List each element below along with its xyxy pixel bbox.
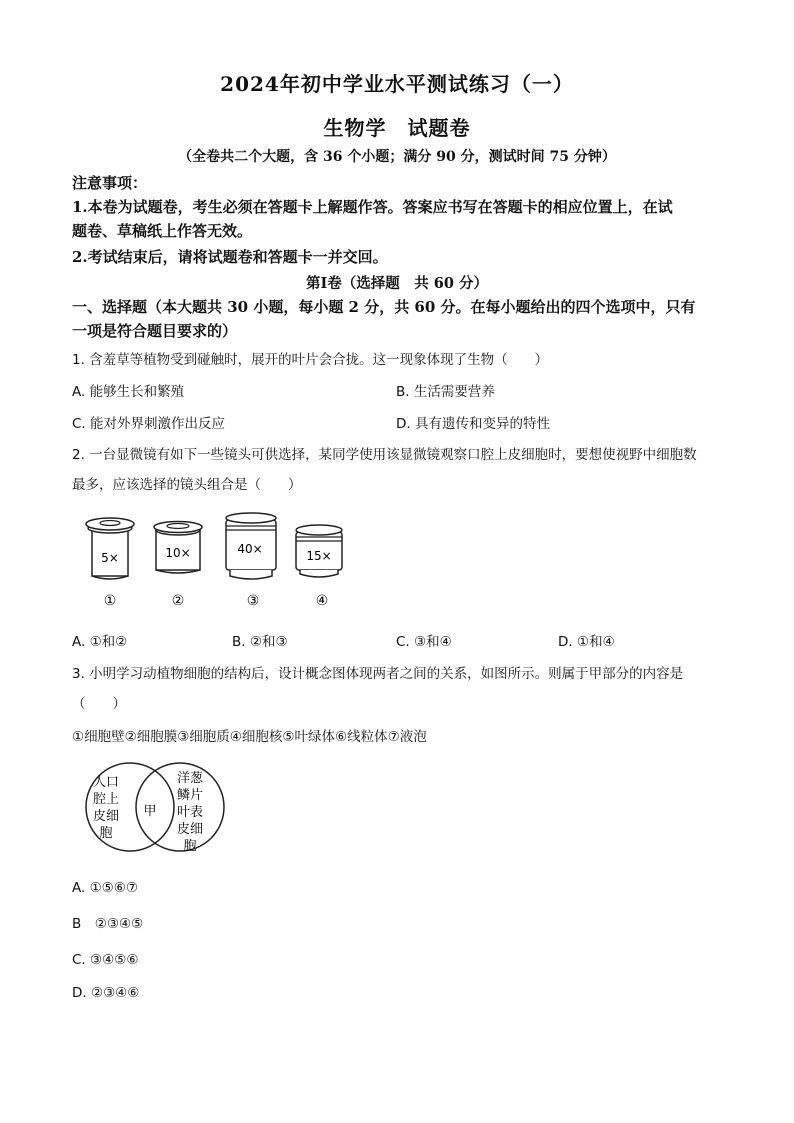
lens-2-mark: 10× <box>165 546 191 560</box>
venn-right-line-3: 叶表 <box>176 805 204 820</box>
q1-option-d: D. 具有遗传和变异的特性 <box>396 416 550 432</box>
q2-stem-line-2: 最多，应该选择的镜头组合是（ ） <box>72 477 302 493</box>
venn-right-line-2: 鳞片 <box>176 788 204 803</box>
lens-2 <box>154 522 202 610</box>
lens-3-number: ③ <box>246 593 260 609</box>
lens-1 <box>86 518 134 609</box>
q3-option-b: B ②③④⑤ <box>72 916 144 932</box>
q2-option-b: B. ②和③ <box>232 634 288 650</box>
q1-stem: 1. 含羞草等植物受到碰触时，展开的叶片会合拢。这一现象体现了生物（ ） <box>72 352 549 368</box>
lens-figure <box>80 506 360 616</box>
q3-stem-line-2: （ ） <box>72 696 126 712</box>
lens-4-number: ④ <box>315 593 329 609</box>
section-instruction-line-2: 一项是符合题目要求的） <box>72 322 238 340</box>
venn-right-line-4: 皮细 <box>176 822 204 837</box>
q1-option-b: B. 生活需要营养 <box>396 384 495 400</box>
part1-heading: 第Ⅰ卷（选择题 共 60 分） <box>305 275 489 292</box>
lens-3-mark: 40× <box>237 542 263 556</box>
q3-items: ①细胞壁②细胞膜③细胞质④细胞核⑤叶绿体⑥线粒体⑦液泡 <box>72 729 427 745</box>
q3-option-a: A. ①⑤⑥⑦ <box>72 880 138 896</box>
notice-item-1-line-2: 题卷、草稿纸上作答无效。 <box>72 222 253 240</box>
venn-left-line-4: 胞 <box>99 826 113 841</box>
lens-2-number: ② <box>171 593 185 609</box>
section-instruction-line-1: 一、选择题（本大题共 30 小题，每小题 2 分，共 60 分。在每小题给出的四个选项中，只有 <box>72 298 696 316</box>
notice-heading: 注意事项： <box>72 174 148 192</box>
venn-left-line-1: 人口 <box>92 775 120 790</box>
q3-option-d: D. ②③④⑥ <box>72 985 140 1001</box>
q2-option-a: A. ①和② <box>72 634 128 650</box>
q3-option-c: C. ③④⑤⑥ <box>72 952 139 968</box>
q2-stem-line-1: 2. 一台显微镜有如下一些镜头可供选择，某同学使用该显微镜观察口腔上皮细胞时，要想使视野中细胞数 <box>72 447 697 463</box>
lens-1-mark: 5× <box>101 551 119 565</box>
q2-option-d: D. ①和④ <box>558 634 615 650</box>
venn-left-line-2: 腔上 <box>92 792 120 807</box>
venn-left-line-3: 皮细 <box>92 809 120 824</box>
venn-right-line-5: 胞 <box>183 839 197 854</box>
q3-stem-line-1: 3. 小明学习动植物细胞的结构后，设计概念图体现两者之间的关系，如图所示。则属于甲部分的内容是 <box>72 666 684 682</box>
venn-diagram <box>70 760 240 860</box>
q1-option-a: A. 能够生长和繁殖 <box>72 384 185 400</box>
venn-right-line-1: 洋葱 <box>176 771 204 786</box>
q1-option-c: C. 能对外界刺激作出反应 <box>72 416 226 432</box>
lens-4 <box>296 525 342 609</box>
q2-option-c: C. ③和④ <box>396 634 452 650</box>
exam-subtitle: 生物学 试题卷 <box>323 116 471 140</box>
lens-4-mark: 15× <box>306 549 332 563</box>
notice-item-1-line-1: 1.本卷为试题卷，考生必须在答题卡上解题作答。答案应书写在答题卡的相应位置上，在试 <box>72 198 673 216</box>
lens-1-number: ① <box>103 593 117 609</box>
notice-item-2: 2.考试结束后，请将试题卷和答题卡一并交回。 <box>72 248 388 266</box>
lens-3 <box>226 513 276 609</box>
exam-info: （全卷共二个大题，含 36 个小题；满分 90 分，测试时间 75 分钟） <box>178 149 616 165</box>
exam-title: 2024年初中学业水平测试练习（一） <box>220 72 574 96</box>
venn-middle-label: 甲 <box>143 804 157 819</box>
